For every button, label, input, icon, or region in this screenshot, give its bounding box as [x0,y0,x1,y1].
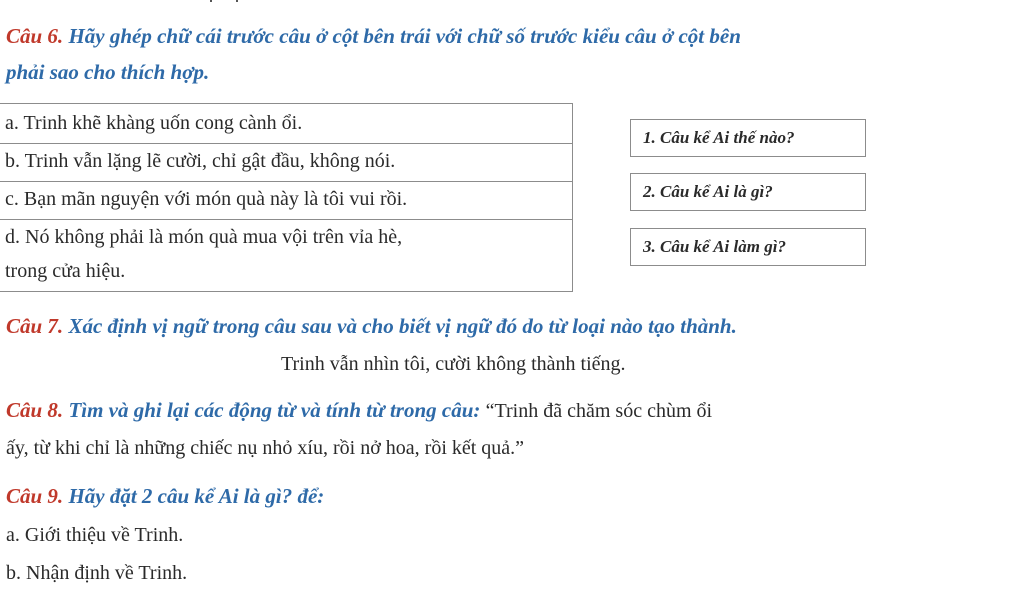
q9-label: Câu 9. [6,484,64,508]
q9-item-b: b. Nhận định về Trinh. [6,562,188,584]
sentence-type-box-3 [630,228,866,266]
left-column-table [0,103,573,292]
q6-line-2: phải sao cho thích hợp. [6,60,210,84]
sentence-type-1: 1. Câu kể Ai thế nào? [643,128,795,147]
q8-line-2: ấy, từ khi chỉ là những chiếc nụ nhỏ xíu, rồi nở hoa, rồi kết quả.” [6,437,525,459]
q6-label: Câu 6. [6,24,64,48]
q8-label: Câu 8. [6,398,64,422]
q8-text: Tìm và ghi lại các động từ và tính từ trong câu: [68,398,481,422]
top-crop-mark [210,0,218,2]
q7-line [6,314,737,339]
left-item-c: c. Bạn mãn nguyện với món quà này là tôi vui rồi. [5,188,408,210]
table-row [0,182,572,220]
left-item-b: b. Trinh vẫn lặng lẽ cười, chỉ gật đầu, không nói. [5,150,396,172]
left-item-a: a. Trinh khẽ khàng uốn cong cành ổi. [5,112,303,134]
sentence-type-3: 3. Câu kể Ai làm gì? [643,237,786,256]
q9-item-a: a. Giới thiệu về Trinh. [6,524,184,546]
table-row [0,144,572,182]
sentence-type-box-1 [630,119,866,157]
q6-line-1 [6,24,741,49]
left-item-d-cont: trong cửa hiệu. [5,260,126,282]
q9-line [6,484,324,509]
left-item-d: d. Nó không phải là món quà mua vội trên vỉa hè, [5,226,403,248]
q8-line-1 [6,398,712,423]
q8-quote-start: “Trinh đã chăm sóc chùm ổi [485,400,713,422]
q7-sentence: Trinh vẫn nhìn tôi, cười không thành tiếng. [281,353,626,375]
table-row [0,104,572,144]
table-row [0,220,572,293]
sentence-type-box-2 [630,173,866,211]
q6-text: Hãy ghép chữ cái trước câu ở cột bên trái với chữ số trước kiểu câu ở cột bên [68,24,741,48]
sentence-type-2: 2. Câu kể Ai là gì? [643,182,773,201]
q7-text: Xác định vị ngữ trong câu sau và cho biết vị ngữ đó do từ loại nào tạo thành. [68,314,737,338]
q7-label: Câu 7. [6,314,64,338]
q9-text: Hãy đặt 2 câu kể Ai là gì? để: [68,484,325,508]
top-crop-mark [236,0,244,2]
